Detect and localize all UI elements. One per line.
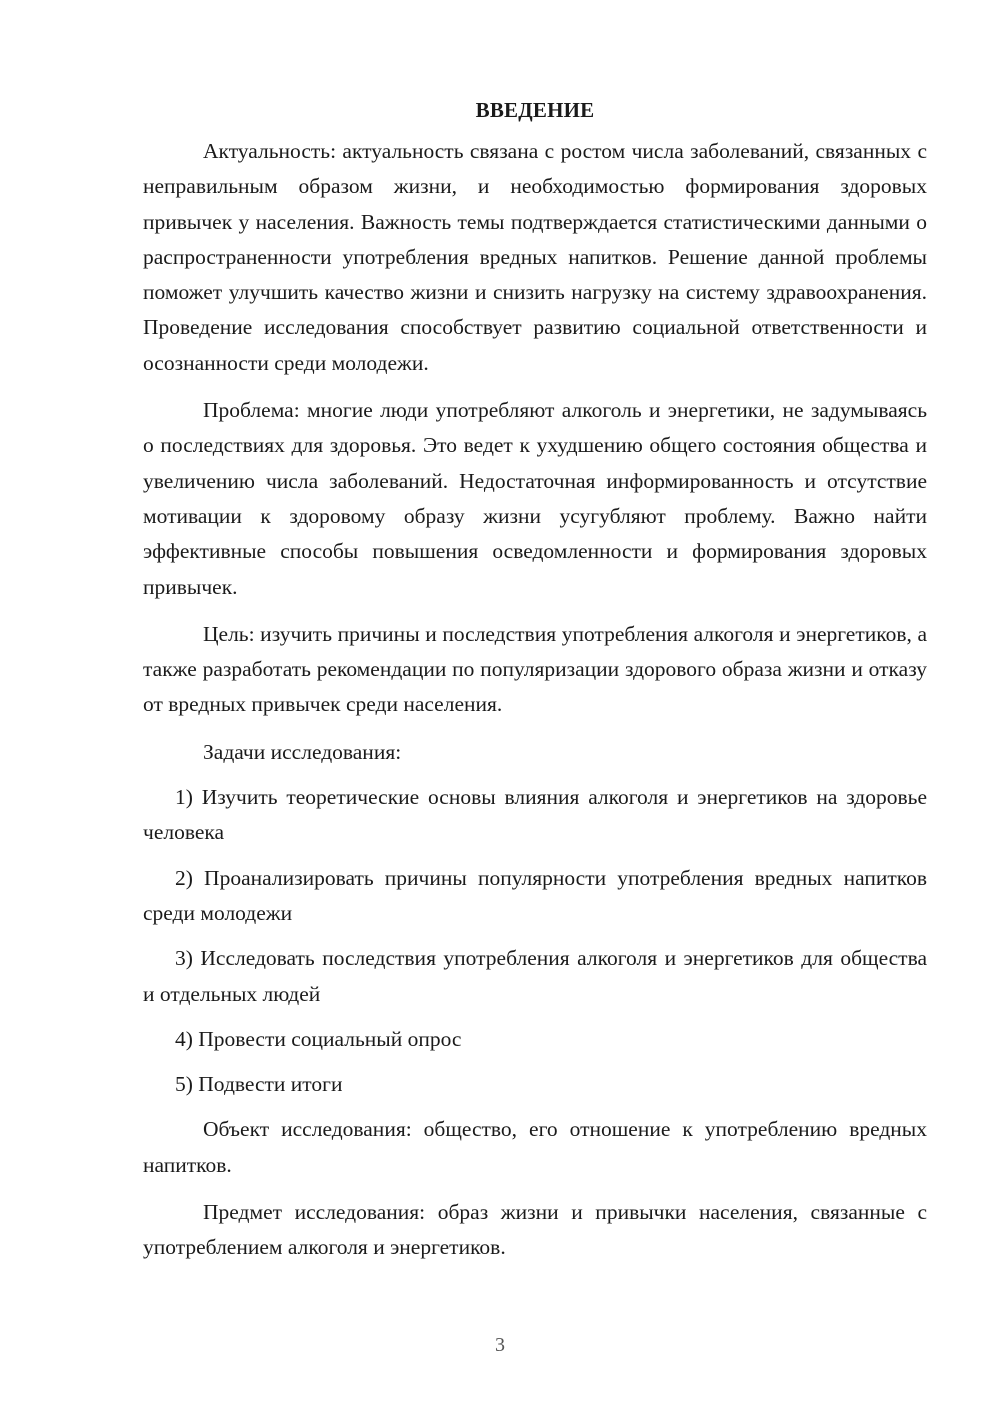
paragraph-problem: Проблема: многие люди употребляют алкоголь и энергетики, не задумываясь о последствиях для здоровья. Это ведет к ухудшению общего состояния общества и увеличению числа заболеваний. Недостаточная информированность и отсутствие мотивации к здоровому образу жизни усугубляют проблему. Важно найти эффективные способы повышения осведомленности и формирования здоровых привычек. bbox=[143, 398, 927, 599]
task-item: 3) Исследовать последствия употребления алкоголя и энергетиков для общества и отдельных людей bbox=[143, 946, 927, 1006]
tasks-heading: Задачи исследования: bbox=[203, 739, 402, 764]
paragraph-object: Объект исследования: общество, его отношение к употреблению вредных напитков. bbox=[143, 1117, 927, 1177]
paragraph-relevance: Актуальность: актуальность связана с ростом числа заболеваний, связанных с неправильным образом жизни, и необходимостью формирования здоровых привычек у населения. Важность темы подтверждается статистическими данными о распространенности употребления вредных напитков. Решение данной проблемы поможет улучшить качество жизни и снизить нагрузку на систему здравоохранения. Проведение исследования способствует развитию социальной ответственности и осознанности среди молодежи. bbox=[143, 139, 927, 375]
page-number: 3 bbox=[495, 1334, 505, 1356]
paragraph-subject: Предмет исследования: образ жизни и привычки населения, связанные с употреблением алкоголя и энергетиков. bbox=[143, 1200, 927, 1260]
page-content bbox=[143, 92, 927, 1278]
task-item: 5) Подвести итоги bbox=[175, 1072, 343, 1097]
task-item: 2) Проанализировать причины популярности употребления вредных напитков среди молодежи bbox=[143, 865, 927, 925]
paragraph-goal: Цель: изучить причины и последствия употребления алкоголя и энергетиков, а также разработать рекомендации по популяризации здорового образа жизни и отказу от вредных привычек среди населения. bbox=[143, 621, 927, 717]
task-item: 1) Изучить теоретические основы влияния алкоголя и энергетиков на здоровье человека bbox=[143, 785, 927, 845]
page-title: ВВЕДЕНИЕ bbox=[475, 98, 595, 122]
task-item: 4) Провести социальный опрос bbox=[175, 1026, 462, 1051]
